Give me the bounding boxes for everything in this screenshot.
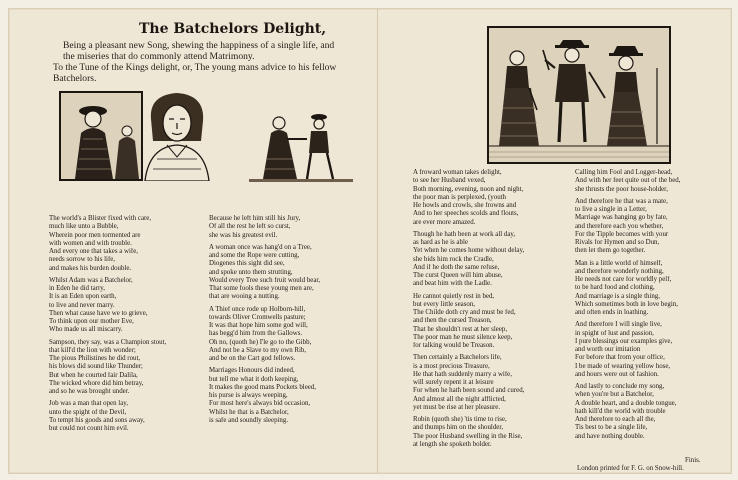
subtitle-line: the miseries that do commonly attend Matrimony. xyxy=(63,51,255,62)
verse-line: The wicked whore did him betray, xyxy=(49,379,144,387)
verse-line: and therefore each you whether, xyxy=(575,222,664,230)
verse-line: she was his greatest evil. xyxy=(209,231,278,239)
verse-line: and therefore wonderly nothing, xyxy=(575,267,664,275)
verse-line: For the Tipple becomes with your xyxy=(575,230,669,238)
verse-line: A Thief once rode up Holborn-hill, xyxy=(209,305,306,313)
verse-line: Which sometimes both in love begin, xyxy=(575,300,678,308)
woodcut-couple xyxy=(59,91,143,181)
verse-line: And with her feet quite out of the bed, xyxy=(575,177,681,185)
verse-line: He howls and crowls, she frowns and xyxy=(413,202,517,209)
verse-line: Job was a man that open lay, xyxy=(49,400,128,408)
verse-line: then let them go together. xyxy=(575,247,646,255)
verse-line: He cannot quietly rest in bed, xyxy=(413,292,495,300)
woodcut-portrait xyxy=(141,89,213,181)
verse-line: and spoke unto them strutting, xyxy=(209,268,293,276)
verse-line: needs sorrow to his life, xyxy=(49,256,116,264)
verse-line: for talking would be Treason. xyxy=(413,342,495,349)
verse-line: and so he was brought under. xyxy=(49,388,130,395)
verse-line: And therefore I will single live, xyxy=(575,321,662,329)
verse-line: she thrusts the poor house-holder, xyxy=(575,185,668,193)
verse-line: as hard as he is able xyxy=(413,239,468,246)
verse-line: To think upon our mother Eve, xyxy=(49,318,134,325)
verse-line: And therefore to each all the, xyxy=(575,416,656,423)
verse-line: And lastly to conclude my song, xyxy=(575,383,665,390)
verse-line: And every one that takes a wife, xyxy=(49,248,138,255)
verse-line: will surely repent it at leisure xyxy=(413,379,494,386)
verse-line: and worth our imitation xyxy=(575,346,641,353)
verse-line: I be made of wearing yellow hose, xyxy=(575,362,671,370)
verse-line: Yet when he comes home without delay, xyxy=(413,247,525,255)
verse-line: Rivals for Hymen and so Dun, xyxy=(575,239,660,246)
verse-line: He that hath suddenly marry a wife, xyxy=(413,370,512,378)
verse-line: And almost all the night afflicted, xyxy=(413,395,506,403)
woodcut-dancers xyxy=(249,109,353,183)
verse-line: Of all the rest he left so curst, xyxy=(209,223,291,231)
verse-line: I pure blessings our examples give, xyxy=(575,337,673,345)
verse-line: Robin (quoth she) 'tis time to rise, xyxy=(413,416,507,423)
tune-line: To the Tune of the Kings delight, or, The young mans advice to his fellow xyxy=(53,62,337,73)
verse-line: Whilst Adam was a Batchelor, xyxy=(49,276,133,284)
verse-line: to live and never marry. xyxy=(49,301,115,309)
verse-line: when you're but a Batchelor, xyxy=(575,391,654,399)
verse-line: to see her Husband vexed, xyxy=(413,177,486,185)
verse-line: And therefore he that was a mate, xyxy=(575,197,668,205)
broadside-sheet xyxy=(8,8,732,474)
verse-line: The poor man he must silence keep, xyxy=(413,333,513,341)
verse-line: Wherein poor men tormented are xyxy=(49,231,141,239)
verse-line: hath kill'd the world with trouble xyxy=(575,407,666,415)
verse-line: but could not count him evil. xyxy=(49,425,129,432)
verse-line: and then the cursed Treason, xyxy=(413,317,492,325)
verse-line: that kill'd the lion with wonder; xyxy=(49,346,136,354)
verse-line: For most here's always bid occasion, xyxy=(209,400,311,408)
verse-line: and thumps him on the shoulder, xyxy=(413,424,504,432)
verse-line: And not be a Slave to my own Rib, xyxy=(209,346,307,354)
woodcut-three-figures xyxy=(487,26,671,164)
verse-line: And to her speeches scolds and flouts, xyxy=(413,210,519,218)
verse-line: Would every Tree such fruit would bear, xyxy=(209,276,321,284)
verse-line: and be on the Cart god fellows. xyxy=(209,355,296,362)
verse-line: and hours were out of fashion. xyxy=(575,370,659,378)
verse-line: in Eden he did tarry, xyxy=(49,285,105,292)
verse-line: that are wooing a nutting. xyxy=(209,293,280,301)
verse-line: to live a single in a Letter, xyxy=(575,206,647,213)
verse-line: is a most precious Treasure, xyxy=(413,362,490,370)
subtitle-line: Being a pleasant new Song, shewing the happiness of a single life, and xyxy=(63,40,335,51)
verse-line: It makes the good mans Pockets bleed, xyxy=(209,383,316,391)
verse-line: Whilst he that is a Batchelor, xyxy=(209,408,289,416)
verse-line: to be hard food and clothing, xyxy=(575,284,655,292)
verse-line: It is an Eden upon earth, xyxy=(49,293,117,301)
verse-line: and beat him with the Ladle. xyxy=(413,280,492,288)
verse-line: with women and with trouble. xyxy=(49,239,132,247)
verse-line: That some fools these young men are, xyxy=(209,285,314,292)
verse-line: And if he doth the same refuse, xyxy=(413,263,500,271)
verse-line: A double heart, and a double tongue, xyxy=(575,399,677,407)
verse-line: A froward woman takes delight, xyxy=(413,169,502,176)
verse-line: It was that hope him some god will, xyxy=(209,322,308,329)
verse-line: but tell me what it doth keeping, xyxy=(209,375,299,383)
tune-line: Batchelors. xyxy=(53,73,97,84)
verse-column-1 xyxy=(49,215,201,433)
verse-line: The pious Philistines he did rout, xyxy=(49,355,141,362)
verse-line: Who made us all miscarry. xyxy=(49,326,123,334)
verse-column-3 xyxy=(413,169,571,449)
verse-line: And marriage is a single thing, xyxy=(575,292,660,300)
printer-imprint: London printed for F. G. on Snow-hill. xyxy=(577,465,684,472)
ballad-title: The Batchelors Delight, xyxy=(139,21,327,37)
finis-label: Finis. xyxy=(685,457,701,464)
verse-line: To tempt his goods and sons away, xyxy=(49,416,145,424)
verse-line: Though he hath been at work all day, xyxy=(413,230,516,238)
verse-line: Sampson, they say, was a Champion stout, xyxy=(49,338,167,346)
verse-line: Then what cause have we to grieve, xyxy=(49,309,148,317)
verse-line: The world's a Blister fixed with care, xyxy=(49,215,152,222)
verse-line: the poor man is perplexed, (youth xyxy=(413,193,506,201)
verse-column-4 xyxy=(575,169,723,441)
verse-line: she bids him rock the Cradle, xyxy=(413,255,494,263)
verse-line: Because he left him still his Jury, xyxy=(209,215,301,222)
verse-line: much like unto a Bubble, xyxy=(49,223,119,231)
verse-line: Oh no, (quoth he) I'le go to the Gibb, xyxy=(209,338,312,346)
verse-line: Then certainly a Batchelors life, xyxy=(413,354,502,362)
verse-line: yet must be rise at her pleasure. xyxy=(413,403,501,411)
verse-line: towards Oliver Cromwells pasture; xyxy=(209,313,306,321)
verse-line: Marriage was hanging go by fate, xyxy=(575,214,668,222)
verse-line: For before that from your office, xyxy=(575,354,665,362)
verse-line: and often ends in loathing. xyxy=(575,309,649,316)
center-fold xyxy=(377,9,378,473)
verse-line: and have nothing double. xyxy=(575,432,645,440)
verse-line: Calling him Fool and Logger-head, xyxy=(575,169,673,176)
verse-line: are ever more amazed. xyxy=(413,218,476,226)
verse-line: is safe and soundly sleeping. xyxy=(209,416,289,424)
verse-line: Man is a little world of himself, xyxy=(575,259,663,267)
verse-column-2 xyxy=(209,215,369,425)
verse-line: has begg'd him from the Gallows. xyxy=(209,330,303,338)
verse-line: Diogenes this sight did see, xyxy=(209,260,285,268)
verse-line: but every little season, xyxy=(413,300,475,308)
verse-line: That he shouldn't rest at her sleep, xyxy=(413,325,508,333)
verse-line: at length she spoketh bolder. xyxy=(413,440,492,448)
verse-line: Marriages Honours did indeed, xyxy=(209,367,295,375)
verse-line: and some the Rope were cutting, xyxy=(209,252,300,259)
verse-line: his purse is always weeping, xyxy=(209,392,288,399)
verse-line: The Childe doth cry and must be fed, xyxy=(413,309,516,316)
verse-line: The poor Husband swelling in the Rise, xyxy=(413,432,523,440)
verse-line: He needs not care for worldly pelf, xyxy=(575,276,672,283)
verse-line: For when he hath been sound and cured, xyxy=(413,387,525,395)
verse-line: and makes his burden double. xyxy=(49,264,132,272)
verse-line: Both morning, evening, noon and night, xyxy=(413,185,524,193)
verse-line: The curst Queen will him abuse, xyxy=(413,272,503,279)
verse-line: in spight of lust and passion, xyxy=(575,329,654,337)
verse-line: Tis best to be a single life, xyxy=(575,424,648,432)
verse-line: But when he courted fair Dalila, xyxy=(49,371,138,379)
verse-line: A woman once was hang'd on a Tree, xyxy=(209,243,312,251)
verse-line: unto the spight of the Devil, xyxy=(49,408,127,416)
verse-line: his blows did sound like Thunder; xyxy=(49,363,143,371)
